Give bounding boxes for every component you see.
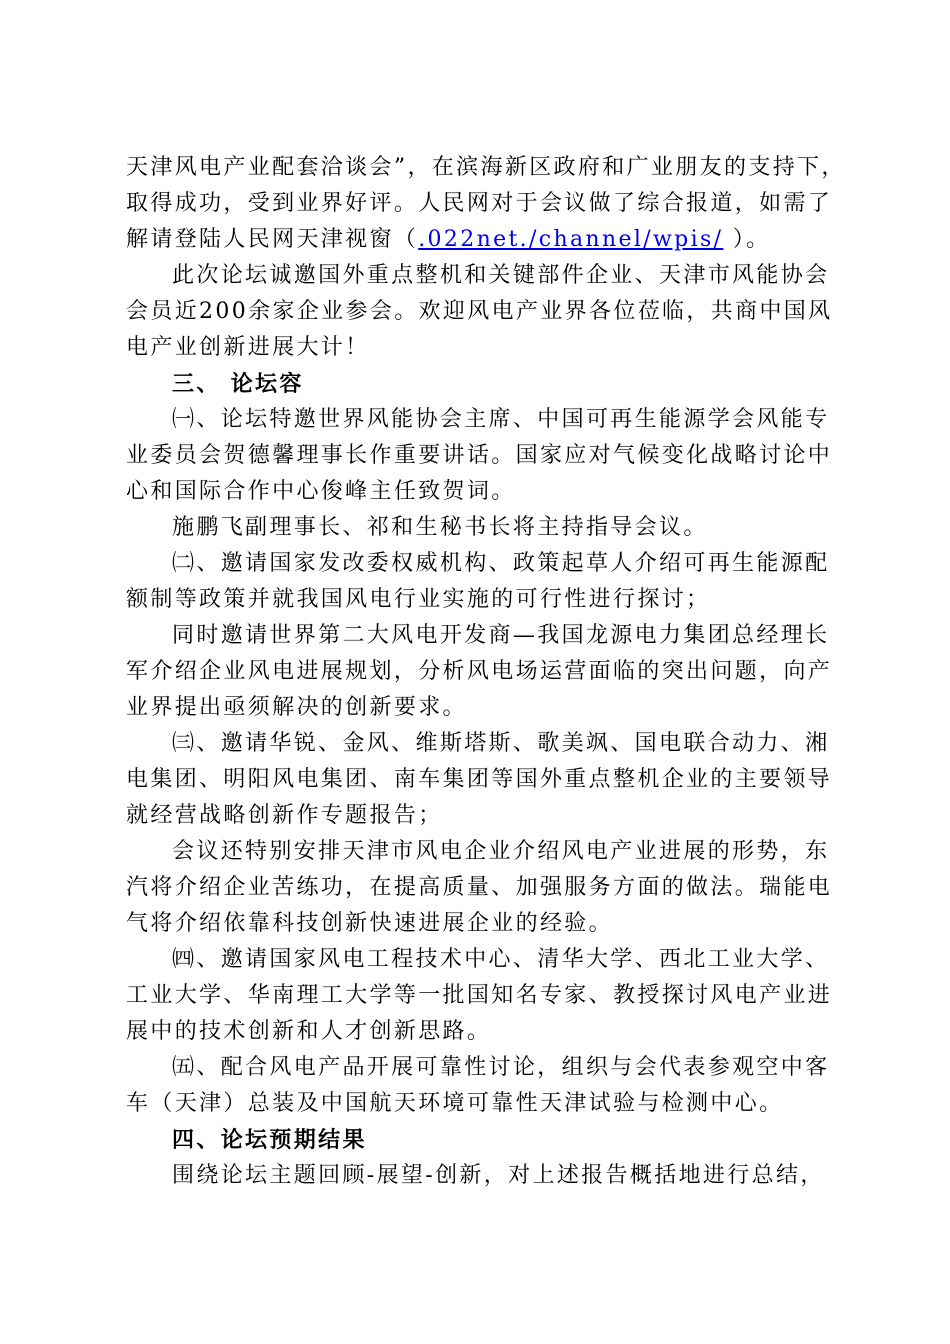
paragraph-line: 心和国际合作中心俊峰主任致贺词。 xyxy=(126,479,516,504)
paragraph-line-with-link xyxy=(126,223,846,257)
paragraph-line: ㈣、邀请国家风电工程技术中心、清华大学、西北工业大学、 xyxy=(172,947,830,972)
link-suffix: ）。 xyxy=(723,227,771,252)
paragraph-line: 电集团、明阳风电集团、南车集团等国外重点整机企业的主要领导 xyxy=(126,767,833,792)
paragraph-line: 车（天津）总装及中国航天环境可靠性天津试验与检测中心。 xyxy=(126,1091,784,1116)
paragraph-line: 取得成功，受到业界好评。人民网对于会议做了综合报道，如需了 xyxy=(126,191,833,216)
paragraph-line: 天津风电产业配套洽谈会”，在滨海新区政府和广业朋友的支持下， xyxy=(126,155,846,180)
paragraph-line: 展中的技术创新和人才创新思路。 xyxy=(126,1019,492,1044)
paragraph-line: 气将介绍依靠科技创新快速进展企业的经验。 xyxy=(126,911,614,936)
paragraph-line: 业界提出亟须解决的创新要求。 xyxy=(126,695,467,720)
paragraph-line: 电产业创新进展大计！ xyxy=(126,335,370,360)
paragraph-line: 就经营战略创新作专题报告； xyxy=(126,803,443,828)
paragraph-line: 汽将介绍企业苦练功，在提高质量、加强服务方面的做法。瑞能电 xyxy=(126,875,833,900)
paragraph-line: 额制等政策并就我国风电行业实施的可行性进行探讨； xyxy=(126,587,711,612)
section-heading-4: 四、论坛预期结果 xyxy=(172,1127,367,1153)
paragraph-line: ㈤、配合风电产品开展可靠性讨论，组织与会代表参观空中客 xyxy=(172,1055,830,1080)
paragraph-line: ㈢、邀请华锐、金风、维斯塔斯、歌美飒、国电联合动力、湘 xyxy=(172,731,830,756)
paragraph-line: 会议还特别安排天津市风电企业介绍风电产业进展的形势，东 xyxy=(172,839,830,864)
paragraph-line: ㈠、论坛特邀世界风能协会主席、中国可再生能源学会风能专 xyxy=(172,407,830,432)
paragraph-line: 军介绍企业风电进展规划，分析风电场运营面临的突出问题，向产 xyxy=(126,659,833,684)
website-link[interactable]: .022net./channel/wpis/ xyxy=(418,227,724,252)
paragraph-line: ㈡、邀请国家发改委权威机构、政策起草人介绍可再生能源配 xyxy=(172,551,830,576)
paragraph-line: 同时邀请世界第二大风电开发商—我国龙源电力集团总经理长 xyxy=(172,623,830,648)
paragraph-line: 工业大学、华南理工大学等一批国知名专家、教授探讨风电产业进 xyxy=(126,983,833,1008)
section-heading-3: 三、 论坛容 xyxy=(172,371,304,397)
paragraph-line: 会员近200余家企业参会。欢迎风电产业界各位莅临，共商中国风 xyxy=(126,299,833,324)
link-prefix: 解请登陆人民网天津视窗（ xyxy=(126,227,419,252)
paragraph-line: 围绕论坛主题回顾-展望-创新，对上述报告概括地进行总结， xyxy=(172,1163,825,1188)
paragraph-line: 此次论坛诚邀国外重点整机和关键部件企业、天津市风能协会 xyxy=(172,263,830,288)
paragraph-line: 施鹏飞副理事长、祁和生秘书长将主持指导会议。 xyxy=(172,515,708,540)
paragraph-line: 业委员会贺德馨理事长作重要讲话。国家应对气候变化战略讨论中 xyxy=(126,443,833,468)
